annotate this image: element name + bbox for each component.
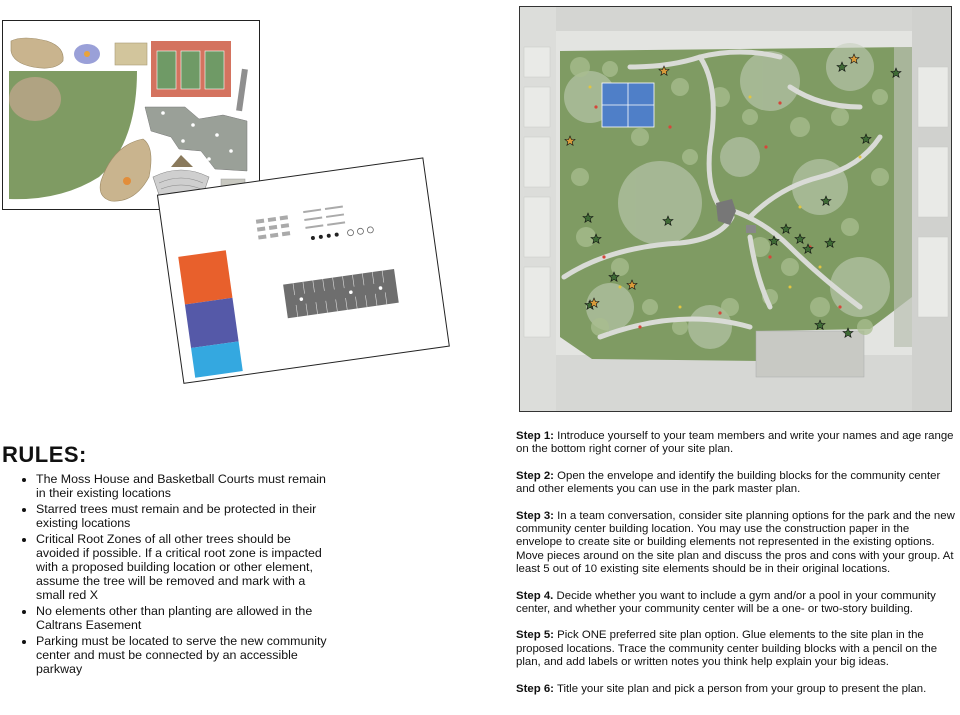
step-text: Title your site plan and pick a person from your group to present the plan. bbox=[553, 682, 927, 695]
rules-heading: RULES: bbox=[2, 442, 87, 467]
path-strip-shape bbox=[236, 69, 248, 111]
rule-item: • The Moss House and Basketball Courts must remain in their existing locations bbox=[36, 472, 332, 500]
block-orange bbox=[178, 250, 232, 304]
step-label: Step 6: bbox=[516, 682, 554, 695]
building-blocks-illustration bbox=[150, 136, 450, 386]
cutout-sheet-building-blocks bbox=[150, 136, 450, 386]
step-label: Step 4. bbox=[516, 589, 554, 602]
step-paragraph bbox=[516, 683, 956, 696]
rule-item: • No elements other than planting are allowed in the Caltrans Easement bbox=[36, 604, 332, 632]
existing-lot bbox=[756, 331, 864, 377]
step-text: Decide whether you want to include a gym and/or a pool in your community center, and whether your community center will be a one- or two-story building. bbox=[516, 589, 936, 616]
step-label: Step 1: bbox=[516, 430, 554, 442]
step-label: Step 2: bbox=[516, 469, 554, 482]
sand-area-shape bbox=[11, 38, 63, 68]
rules-list bbox=[2, 472, 332, 676]
step-text: Pick ONE preferred site plan option. Glue elements to the site plan in the proposed locations. Trace the community center building blocks with a pencil on the plan, and add labels or written notes you think help explain your big ideas. bbox=[516, 629, 938, 669]
rules-section bbox=[2, 442, 332, 678]
step-text: Open the envelope and identify the building blocks for the community center and other elements you can use in the park master plan. bbox=[516, 469, 941, 496]
step-paragraph bbox=[516, 629, 956, 669]
caltrans-easement bbox=[894, 47, 912, 347]
step-text: Introduce yourself to your team members and write your names and age range on the bottom right corner of your site plan. bbox=[516, 430, 954, 456]
rule-item: • Parking must be located to serve the new community center and must be connected by an accessible parkway bbox=[36, 634, 332, 676]
step-paragraph bbox=[516, 470, 956, 497]
deck-shape bbox=[115, 43, 147, 65]
step-paragraph bbox=[516, 510, 956, 577]
steps-section bbox=[516, 430, 956, 709]
site-plan-map bbox=[519, 6, 952, 412]
rule-item: • Critical Root Zones of all other trees should be avoided if possible. If a critical root zone is impacted with a proposed building location or other element, assume the tree will be removed and mark with a small red X bbox=[36, 532, 332, 602]
step-label: Step 5: bbox=[516, 629, 554, 642]
block-purple bbox=[185, 298, 239, 348]
site-plan-illustration bbox=[520, 7, 951, 411]
step-label: Step 3: bbox=[516, 509, 554, 522]
step-paragraph bbox=[516, 430, 956, 457]
rule-item: • Starred trees must remain and be protected in their existing locations bbox=[36, 502, 332, 530]
step-text: In a team conversation, consider site planning options for the park and the new community center building location. You may use the construction paper in the envelope to create site or building elements not represented in the existing options. Move pieces around on the site plan and discuss the pros and cons with your group. At least 5 out of 10 existing site elements should be in their original locations. bbox=[516, 509, 955, 576]
step-paragraph bbox=[516, 590, 956, 617]
